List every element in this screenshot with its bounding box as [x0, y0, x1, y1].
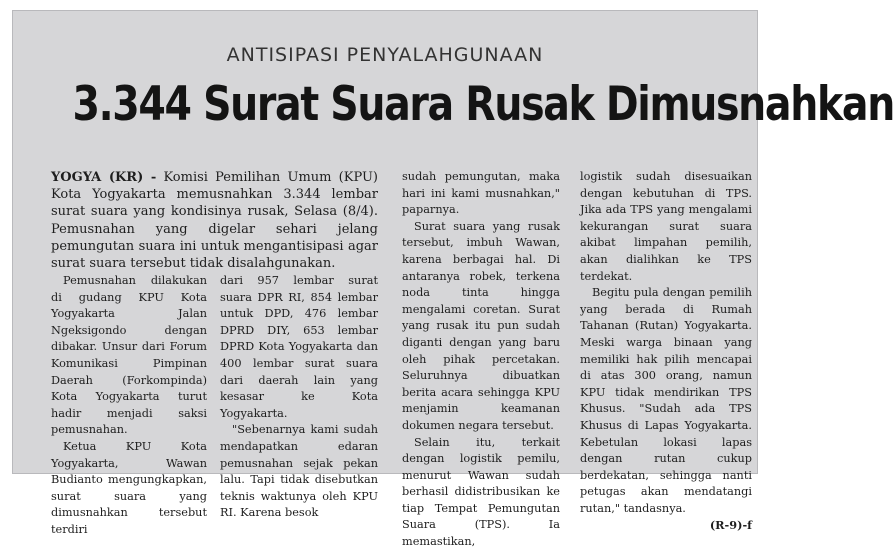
- paragraph: logistik sudah disesuaikan dengan kebutuhan di TPS. Jika ada TPS yang mengalami kekurangan surat suara akibat limpahan pemilih, akan dialihkan ke TPS terdekat.: [580, 170, 752, 283]
- reporter-code: (R-9)-f: [709, 518, 752, 533]
- article-kicker: ANTISIPASI PENYALAHGUNAAN: [226, 44, 544, 66]
- paragraph: Surat suara yang rusak tersebut, imbuh Wawan, karena berbagai hal. Di antaranya robek, terkena noda tinta hingga mengalami coretan. Surat yang rusak itu pun sudah diganti dengan yang baru oleh pihak percetakan. Seluruhnya dibuatkan berita acara sehingga KPU menjamin keamanan dokumen negara tersebut.: [402, 219, 560, 432]
- paragraph: Begitu pula dengan pemilih yang berada di Rumah Tahanan (Rutan) Yogyakarta. Meski warga binaan yang memiliki hak pilih mencapai di atas 300 orang, namun KPU tidak mendirikan TPS Khusus. "Sudah ada TPS Khusus di Lapas Yogyakarta. Kebetulan lokasi lapas dengan rutan cukup berdekatan, sehingga nanti petugas akan mendatangi rutan," tandasnya.: [580, 286, 752, 515]
- newspaper-clipping: [12, 10, 894, 549]
- article-column-2: [220, 273, 378, 522]
- article-dateline: YOGYA (KR) -: [51, 170, 157, 185]
- paragraph: Pemusnahan dilakukan di gudang KPU Kota Yogyakarta Jalan Ngeksigondo dengan dibakar. Unsur dari Forum Komunikasi Pimpinan Daerah (Forkompinda) Kota Yogyakarta turut hadir menjadi saksi pemusnahan.: [51, 274, 207, 437]
- paragraph: Selain itu, terkait dengan logistik pemilu, menurut Wawan sudah berhasil didistribusikan ke tiap Tempat Pemungutan Suara (TPS). Ia memastikan,: [402, 435, 560, 549]
- paragraph: dari 957 lembar surat suara DPR RI, 854 lembar untuk DPD, 476 lembar DPRD DIY, 653 lembar DPRD Kota Yogyakarta dan 400 lembar surat suara dari daerah lain yang kesasar ke Kota Yogyakarta.: [220, 274, 378, 420]
- article-column-1: [51, 273, 207, 539]
- paragraph: Ketua KPU Kota Yogyakarta, Wawan Budianto mengungkapkan, surat suara yang dimusnahkan tersebut terdiri: [51, 439, 207, 536]
- paragraph: sudah pemungutan, maka hari ini kami musnahkan," paparnya.: [402, 170, 560, 217]
- article-column-4: [580, 169, 752, 534]
- article-headline: 3.344 Surat Suara Rusak Dimusnahkan: [72, 77, 894, 132]
- paragraph: "Sebenarnya kami sudah mendapatkan edaran pemusnahan sejak pekan lalu. Tapi tidak disebutkan teknis waktunya oleh KPU RI. Karena besok: [220, 423, 378, 520]
- article-lead-text: Komisi Pemilihan Umum (KPU) Kota Yogyakarta memusnahkan 3.344 lembar surat suara yang kondisinya rusak, Selasa (8/4). Pemusnahan yang digelar sehari jelang pemungutan suara ini untuk mengantisipasi agar surat suara tersebut tidak disalahgunakan.: [51, 170, 378, 272]
- article-column-3: [402, 169, 560, 551]
- article-lead: [51, 169, 378, 272]
